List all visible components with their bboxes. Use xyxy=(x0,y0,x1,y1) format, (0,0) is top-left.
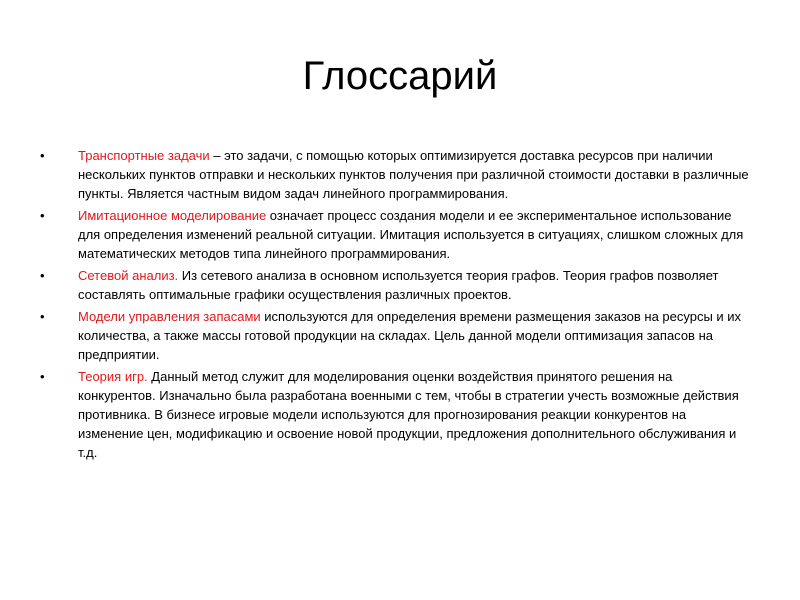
bullet-dot-icon: • xyxy=(40,208,45,223)
glossary-item xyxy=(40,367,750,462)
glossary-term: Модели управления запасами xyxy=(78,309,261,324)
glossary-definition: используются для определения времени размещения заказов на ресурсы и их количества, а также массы готовой продукции на складах. Цель данной модели оптимизация запасов на предприятии. xyxy=(78,309,742,362)
glossary-definition: – это задачи, с помощью которых оптимизируется доставка ресурсов при наличии нескольких пунктов отправки и нескольких пунктов получения при различной стоимости доставки в различные пункты. Является частным видом задач линейного программирования. xyxy=(78,148,749,201)
glossary-definition: означает процесс создания модели и ее экспериментальное использование для определения изменений реальной ситуации. Имитация используется в ситуациях, слишком сложных для математических методов типа линейного программирования. xyxy=(78,208,744,261)
glossary-item xyxy=(40,206,750,263)
glossary-term: Теория игр. xyxy=(78,369,148,384)
bullet-dot-icon: • xyxy=(40,148,45,163)
glossary-term: Имитационное моделирование xyxy=(78,208,267,223)
glossary-definition: Из сетевого анализа в основном используется теория графов. Теория графов позволяет составлять оптимальные графики осуществления различных проектов. xyxy=(78,268,719,302)
glossary-definition: Данный метод служит для моделирования оценки воздействия принятого решения на конкурентов. Изначально была разработана военными с тем, чтобы в стратегии учесть возможные действия противника. В бизнесе игровые модели используются для прогнозирования реакции конкурентов на изменение цен, модификацию и освоение новой продукции, предложения дополнительного обслуживания и т.д. xyxy=(78,369,739,460)
bullet-dot-icon: • xyxy=(40,369,45,384)
slide-title: Глоссарий xyxy=(302,54,498,98)
glossary-item xyxy=(40,307,750,364)
glossary-term: Сетевой анализ. xyxy=(78,268,179,283)
glossary-item xyxy=(40,146,750,203)
glossary-term: Транспортные задачи xyxy=(78,148,210,163)
bullet-dot-icon: • xyxy=(40,268,45,283)
bullet-dot-icon: • xyxy=(40,309,45,324)
glossary-list xyxy=(40,146,750,465)
glossary-item xyxy=(40,266,750,304)
